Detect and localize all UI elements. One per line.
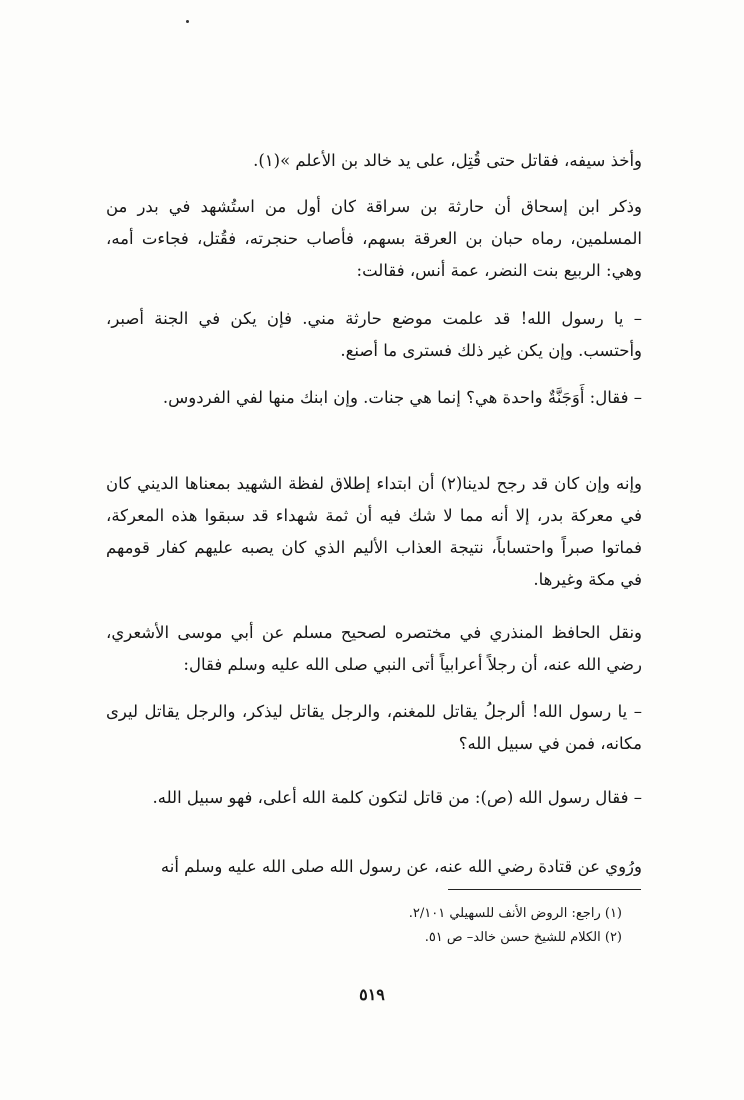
footnote-divider [448,889,641,890]
paragraph-6: ونقل الحافظ المنذري في مختصره لصحيح مسلم عن أبي موسى الأشعري، رضي الله عنه، أن رجلاً أعرابياً أتى النبي صلى الله عليه وسلم فقال: [106,622,642,674]
paragraph-4: – فقال: أَوَجَنَّةٌ واحدة هي؟ إنما هي جنات. وإن ابنك منها لفي الفردوس. [162,387,642,407]
paragraph-5: وإنه وإن كان قد رجح لدينا(٢) أن ابتداء إطلاق لفظة الشهيد بمعناها الديني كان في معركة بدر، إلا أنه مما لا شك فيه أن ثمة شهداء قد سبقوا هذه المعركة، فماتوا صبراً واحتساباً، نتيجة العذاب الأليم الذي كان يصبه عليهم كفار قومهم في مكة وغيرها. [106,473,642,589]
paragraph-9: ورُوي عن قتادة رضي الله عنه، عن رسول الله صلى الله عليه وسلم أنه [160,856,642,876]
speck-mark [186,20,189,23]
paragraph-3: – يا رسول الله! قد علمت موضع حارثة مني. فإن يكن في الجنة أصبر، وأحتسب. وإن يكن غير ذلك فسترى ما أصنع. [106,308,642,360]
footnote-1: (١) راجع: الروض الأنف للسهيلي ٢/١٠١. [408,906,622,921]
paragraph-7: – يا رسول الله! ألرجلُ يقاتل للمغنم، والرجل يقاتل ليذكر، والرجل يقاتل ليرى مكانه، فمن في سبيل الله؟ [106,701,642,753]
paragraph-8: – فقال رسول الله (ص): من قاتل لتكون كلمة الله أعلى، فهو سبيل الله. [152,787,642,807]
paragraph-2: وذكر ابن إسحاق أن حارثة بن سراقة كان أول من استُشهد في بدر من المسلمين، رماه حبان بن العرقة بسهم، فأصاب حنجرته، فقُتل، فجاءت أمه، وهي: الربيع بنت النضر، عمة أنس، فقالت: [106,196,642,280]
paragraph-1: وأخذ سيفه، فقاتل حتى قُتِل، على يد خالد بن الأعلم »(١). [253,150,642,170]
page-number: ٥١٩ [359,985,385,1004]
footnote-2: (٢) الكلام للشيخ حسن خالد– ص ٥١. [424,930,622,945]
